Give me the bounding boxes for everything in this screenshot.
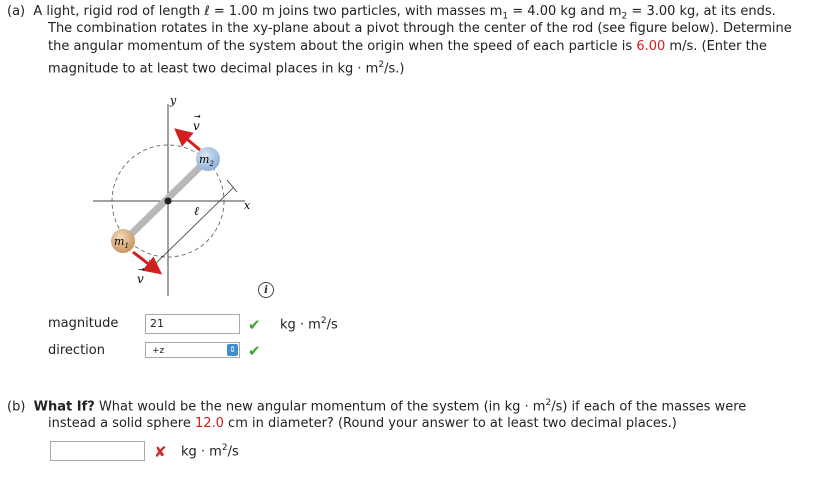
- mass-2-label: $m_2$: [199, 153, 214, 168]
- part-a-text: = 1.00 m joins two particles, with masses m: [209, 4, 503, 19]
- velocity-label-top: v: [193, 119, 200, 133]
- part-a-text: = 3.00 kg, at its ends.: [627, 4, 776, 19]
- subscript: 1: [502, 11, 509, 22]
- part-a-line-4: [48, 60, 404, 76]
- part-a-line-2: The combination rotates in the xy-plane about a pivot through the center of the rod (see figure below). Determine: [48, 21, 792, 36]
- what-if-label: What If?: [33, 399, 95, 415]
- superscript: 2: [378, 60, 385, 70]
- pivot-point: [165, 198, 172, 205]
- part-a-line-3: [48, 39, 767, 54]
- ell-symbol: ℓ: [204, 4, 210, 19]
- mass-1-label: $m_1$: [114, 235, 129, 250]
- part-a-text: magnitude to at least two decimal places in kg · m: [48, 61, 379, 77]
- part-b-tag: (b): [7, 399, 26, 415]
- part-a-text: = 4.00 kg and m: [508, 4, 622, 19]
- direction-label: direction: [48, 343, 105, 358]
- part-b-answer-input[interactable]: [50, 441, 145, 461]
- svg-text:→: →: [194, 112, 201, 121]
- speed-value: 6.00: [636, 39, 666, 54]
- direction-select[interactable]: [145, 342, 240, 358]
- y-axis-label: y: [170, 94, 177, 107]
- part-b-line-1: (b) What If? What would be the new angular momentum of the system (in kg · $m^2/s$) if each of the masses were: [7, 398, 747, 415]
- length-label: ℓ: [194, 204, 199, 218]
- part-a-line-1: [7, 4, 776, 22]
- direction-selected-value: +z: [152, 346, 165, 356]
- select-arrows-icon[interactable]: ⇕: [227, 344, 238, 356]
- part-a-text: /s.): [384, 61, 405, 77]
- part-b-line-2: instead a solid sphere 12.0 cm in diameter? (Round your answer to at least two decimal places.): [48, 416, 677, 431]
- correct-check-icon: ✔: [248, 342, 261, 360]
- subscript: 2: [621, 11, 628, 22]
- rotating-rod-figure: [85, 92, 285, 302]
- velocity-label-bottom: v: [137, 272, 144, 286]
- incorrect-cross-icon: ✘: [154, 443, 167, 461]
- part-b-units: kg · $m^2/s$: [181, 443, 239, 460]
- magnitude-label: magnitude: [48, 316, 119, 331]
- correct-check-icon: ✔: [248, 316, 261, 334]
- velocity-arrow-2: [181, 134, 200, 150]
- svg-text:→: →: [138, 265, 145, 274]
- part-a-text: the angular momentum of the system about the origin when the speed of each particle is: [48, 39, 637, 54]
- magnitude-units: kg · $m^2/s$: [280, 316, 338, 333]
- info-icon[interactable]: i: [258, 282, 274, 298]
- part-a-text: A light, rigid rod of length: [33, 4, 205, 19]
- x-axis-label: x: [244, 199, 251, 212]
- magnitude-input[interactable]: 21: [145, 314, 240, 334]
- part-a-text: m/s. (Enter the: [665, 39, 767, 54]
- diameter-value: 12.0: [194, 416, 224, 431]
- part-a-tag: (a): [7, 4, 26, 19]
